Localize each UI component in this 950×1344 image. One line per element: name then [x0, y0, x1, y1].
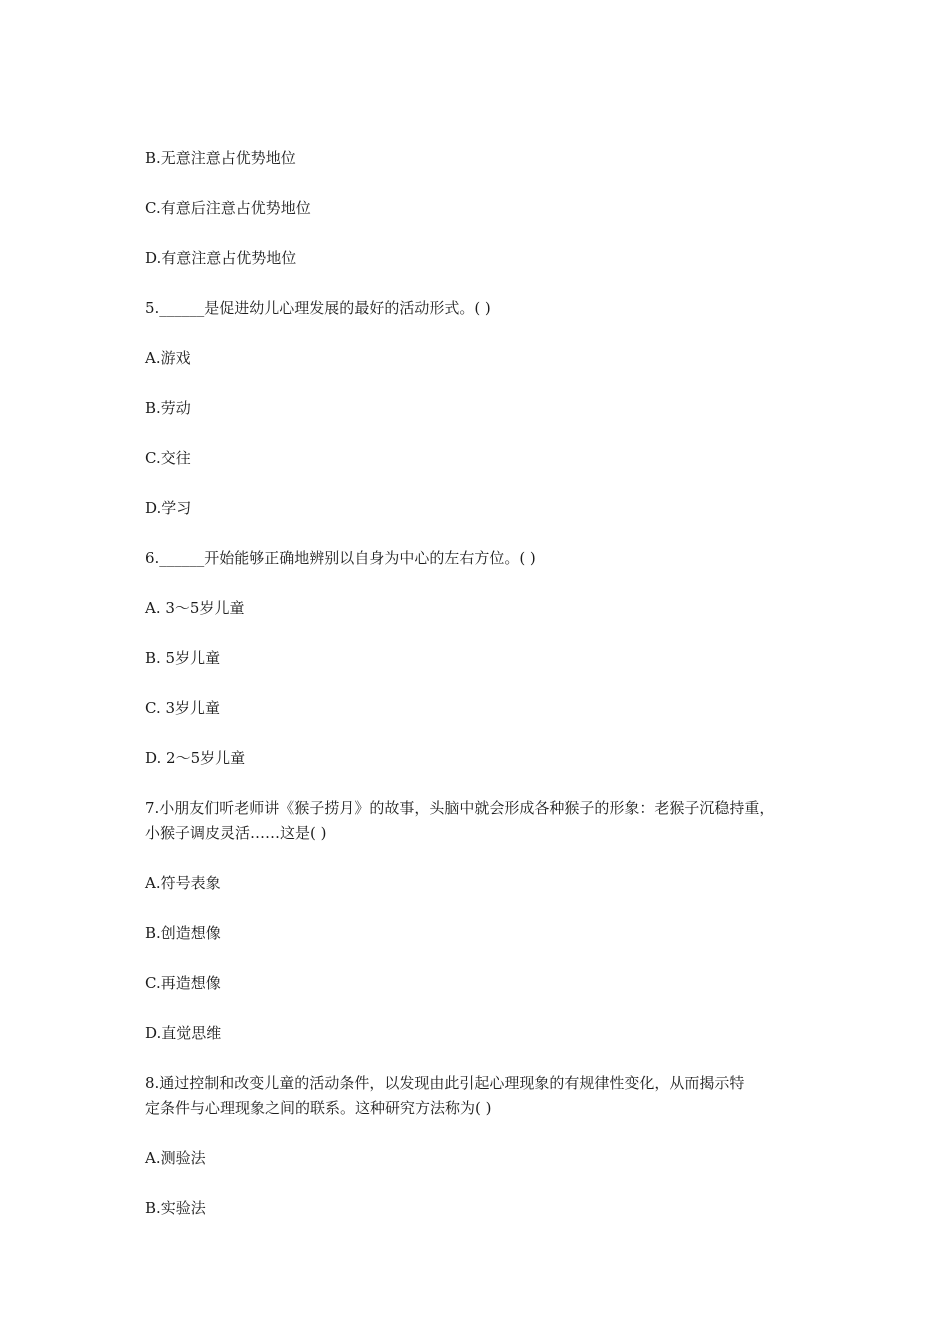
q6-option-c: C. 3岁儿童	[145, 699, 221, 717]
q5-question: 5.______是促进幼儿心理发展的最好的活动形式。( )	[145, 299, 491, 317]
q7-question-line-2: 小猴子调皮灵活……这是( )	[145, 824, 327, 842]
q4-option-d: D.有意注意占优势地位	[145, 249, 297, 267]
q5-option-c: C.交往	[145, 449, 191, 467]
q6-option-a: A. 3～5岁儿童	[145, 599, 245, 617]
q8-option-b: B.实验法	[145, 1199, 206, 1217]
q6-question: 6.______开始能够正确地辨别以自身为中心的左右方位。( )	[145, 549, 536, 567]
q6-option-b: B. 5岁儿童	[145, 649, 221, 667]
q4-option-b: B.无意注意占优势地位	[145, 149, 296, 167]
q7-option-b: B.创造想像	[145, 924, 221, 942]
q8-question-line-2: 定条件与心理现象之间的联系。这种研究方法称为( )	[145, 1099, 492, 1117]
q8-option-a: A.测验法	[145, 1149, 206, 1167]
q6-option-d: D. 2～5岁儿童	[145, 749, 246, 767]
q7-question-line-1: 7.小朋友们听老师讲《猴子捞月》的故事，头脑中就会形成各种猴子的形象：老猴子沉稳持重，	[145, 799, 775, 817]
q8-question	[145, 1071, 825, 1121]
q7-question	[145, 796, 825, 846]
q5-option-d: D.学习	[145, 499, 192, 517]
q8-question-line-1: 8.通过控制和改变儿童的活动条件，以发现由此引起心理现象的有规律性变化，从而揭示特	[145, 1074, 745, 1092]
q7-option-d: D.直觉思维	[145, 1024, 222, 1042]
q5-option-a: A.游戏	[145, 349, 191, 367]
q7-option-c: C.再造想像	[145, 974, 221, 992]
q4-option-c: C.有意后注意占优势地位	[145, 199, 311, 217]
q7-option-a: A.符号表象	[145, 874, 221, 892]
document-page	[145, 146, 825, 1246]
q5-option-b: B.劳动	[145, 399, 191, 417]
